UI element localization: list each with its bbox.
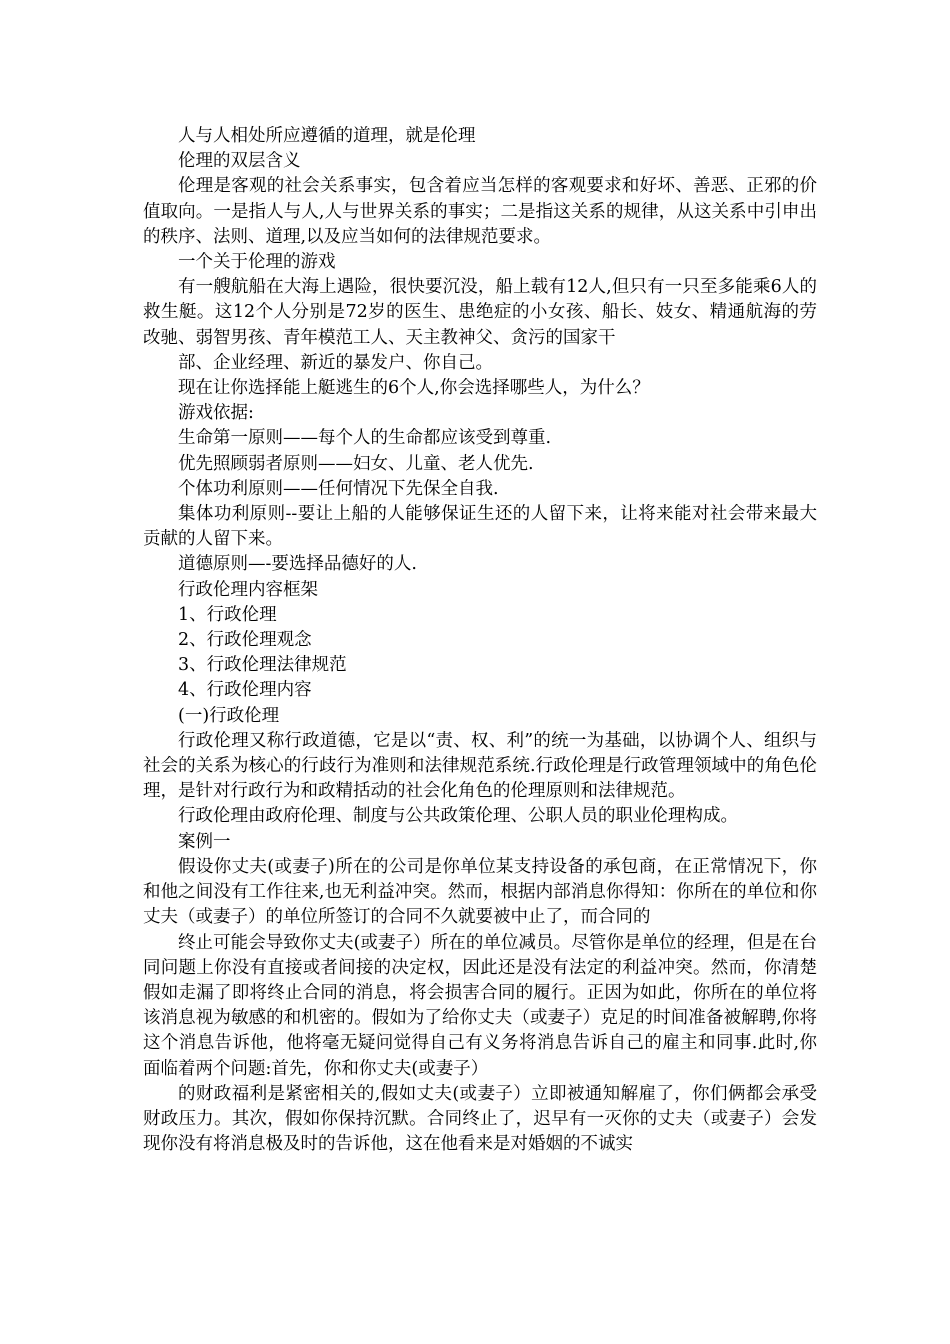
paragraph: 的财政福利是紧密相关的,假如丈夫(或妻子）立即被通知解雇了，你们俩都会承受财政压力。其次，假如你保持沉默。合同终止了，迟早有一灭你的丈夫（或妻子）会发现你没有将消息极及时的告诉他，这在他看来是对婚姻的不诚实 — [143, 1083, 817, 1155]
paragraph: 伦理的双层含义 — [178, 151, 301, 172]
paragraph: 生命第一原则——每个人的生命都应该受到尊重. — [178, 428, 552, 449]
paragraph: 案例一 — [178, 831, 231, 852]
paragraph: 终止可能会导致你丈夫(或妻子）所在的单位减员。尽管你是单位的经理，但是在台同问题上你没有直接或者间接的决定权，因此还是没有法定的利益冲突。然而，你清楚假如走漏了即将终止合同的消息，将会损害合同的履行。正因为如此，你所在的单位将该消息视为敏感的和机密的。假如为了给你丈夫（或妻子）克足的时间准备被解聘,你将这个消息告诉他，他将毫无疑问觉得自己有义务将消息告诉自己的雇主和同事.此时,你面临着两个问题:首先，你和你丈夫(或妻子） — [143, 932, 817, 1079]
paragraph: 1、行政伦理 — [178, 604, 277, 625]
paragraph: 行政伦理内容框架 — [178, 579, 318, 600]
paragraph: 行政伦理又称行政道德，它是以“责、权、利”的统一为基础，以协调个人、组织与社会的关系为核心的行歧行为准则和法律规范系统.行政伦理是行政管理领域中的角色伦理，是针对行政行为和政精括动的社会化角色的伦理原则和法律规范。 — [143, 730, 817, 802]
document-body — [143, 124, 817, 1157]
paragraph: 道德原则—-要选择品德好的人. — [178, 554, 417, 575]
paragraph: 4、行政伦理内容 — [178, 680, 312, 701]
paragraph: 伦理是客观的社会关系事实，包含着应当怎样的客观要求和好坏、善恶、正邪的价值取向。一是指人与人,人与世界关系的事实；二是指这关系的规律，从这关系中引申出的秩序、法则、道理,以及应当如何的法律规范要求。 — [143, 176, 817, 247]
paragraph: 现在让你选择能上艇逃生的6个人,你会选择哪些人，为什么？ — [178, 378, 650, 399]
paragraph: 有一艘航船在大海上遇险，很快要沉没，船上载有12人,但只有一只至多能乘6人的救生艇。这12个人分别是72岁的医生、患绝症的小女孩、船长、妓女、精通航海的劳改驰、弱智男孩、青年模范工人、天主教神父、贪污的国家干 — [143, 277, 817, 348]
paragraph: 2、行政伦理观念 — [178, 630, 312, 651]
paragraph: 优先照顾弱者原则——妇女、儿童、老人优先. — [178, 453, 534, 474]
paragraph: 游戏依据: — [178, 403, 254, 424]
paragraph: (一)行政伦理 — [178, 705, 280, 726]
paragraph: 假设你丈夫(或妻子)所在的公司是你单位某支持设备的承包商，在正常情况下，你和他之间没有工作往来,也无利益冲突。然而，根据内部消息你得知：你所在的单位和你丈夫（或妻子）的单位所签订的合同不久就要被中止了，而合同的 — [143, 856, 817, 928]
paragraph: 一个关于伦理的游戏 — [178, 252, 336, 273]
paragraph: 集体功利原则--要让上船的人能够保证生还的人留下来，让将来能对社会带来最大贡献的人留下来。 — [143, 504, 817, 550]
paragraph: 个体功利原则——任何情况下先保全自我. — [178, 478, 499, 499]
paragraph: 行政伦理由政府伦理、制度与公共政策伦理、公职人员的职业伦理构成。 — [178, 806, 738, 827]
paragraph: 部、企业经理、新近的暴发户、你自己。 — [178, 352, 493, 373]
paragraph: 人与人相处所应遵循的道理，就是伦理 — [178, 126, 476, 146]
paragraph: 3、行政伦理法律规范 — [178, 655, 347, 676]
